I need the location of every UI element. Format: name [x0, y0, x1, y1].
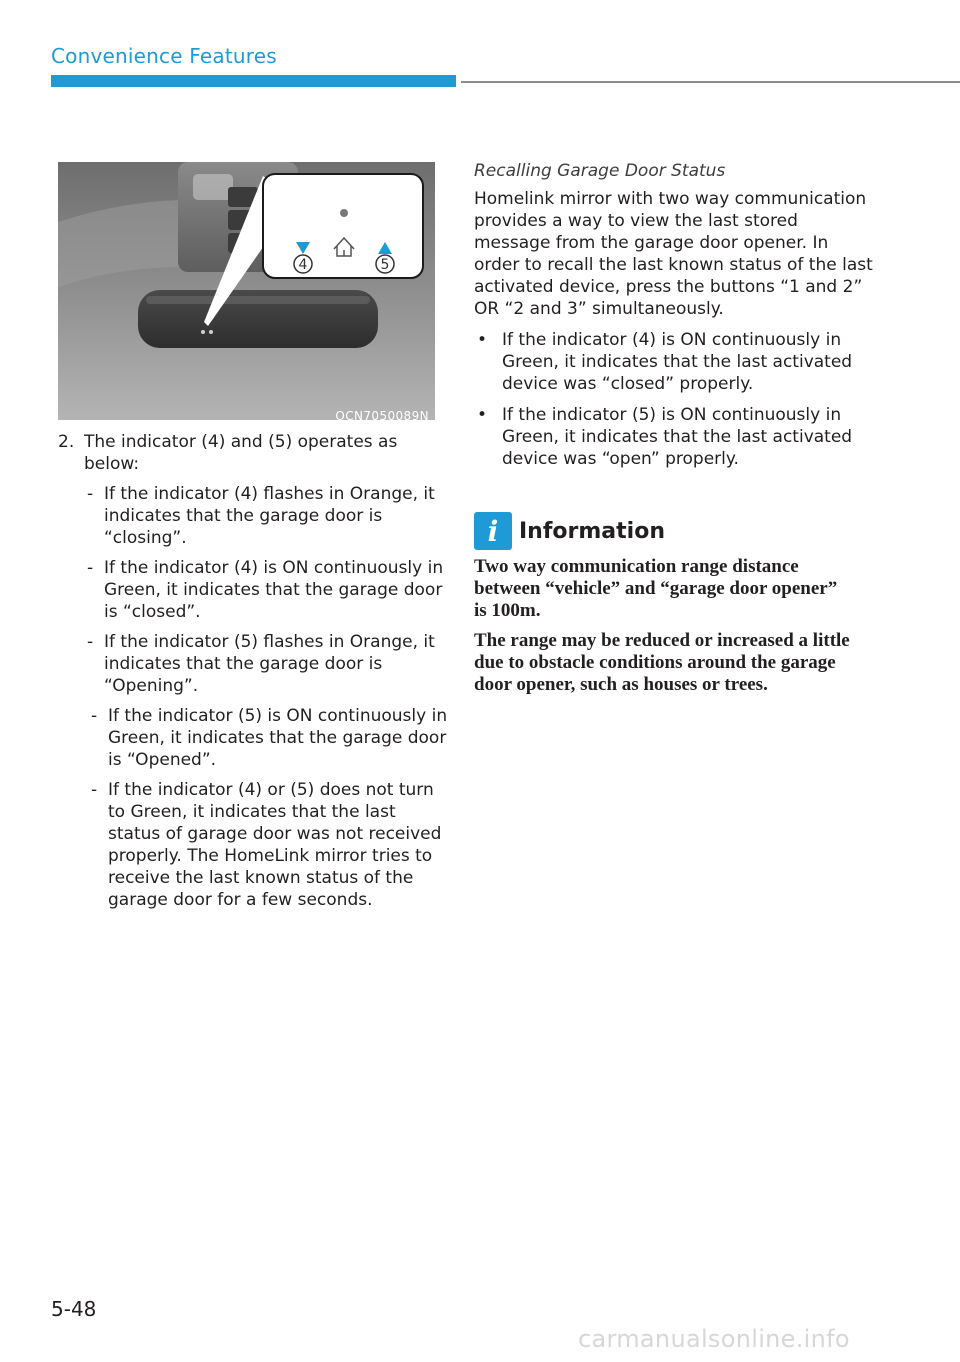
sub-item-text: If the indicator (4) is ON continuously in Green, it indicates that the garage door is “closed”. — [104, 558, 444, 622]
sub-item-dash: - — [87, 632, 94, 652]
sub-item — [58, 557, 448, 623]
sub-item-dash: - — [87, 484, 94, 504]
info-title: Information — [519, 518, 665, 544]
bullet-item — [474, 404, 874, 470]
info-icon: i — [474, 512, 512, 550]
info-header — [474, 511, 665, 551]
sub-item-text: If the indicator (4) or (5) does not turn to Green, it indicates that the last status of garage door was not received properly. The HomeLink mirror tries to receive the last known status of the garage door for a few seconds. — [108, 780, 442, 910]
section-title: Convenience Features — [51, 44, 277, 68]
bullet-mark: • — [477, 405, 488, 425]
header-rule-accent — [51, 75, 456, 87]
bullet-mark: • — [477, 330, 488, 350]
info-paragraph: The range may be reduced or increased a little due to obstacle conditions around the garage door opener, such as houses or trees. — [474, 630, 850, 695]
info-paragraph: Two way communication range distance between “vehicle” and “garage door opener” is 100m. — [474, 556, 838, 621]
sub-item — [58, 705, 448, 771]
sub-item-text: If the indicator (4) flashes in Orange, it indicates that the garage door is “closing”. — [104, 484, 435, 548]
indicator-dot-icon — [340, 209, 348, 217]
mirror-figure — [58, 162, 435, 420]
bullet-item — [474, 329, 874, 395]
right-column — [474, 160, 874, 470]
sub-item — [58, 483, 448, 549]
bullet-text: If the indicator (4) is ON continuously in Green, it indicates that the last activated device was “closed” properly. — [502, 330, 853, 394]
callout-label-4: 4 — [298, 257, 308, 273]
watermark: carmanualsonline.info — [578, 1325, 850, 1353]
info-body — [474, 556, 854, 704]
body-paragraph: Homelink mirror with two way communication provides a way to view the last stored message from the garage door opener. In order to recall the last known status of the last activated device, press the buttons “1 and 2” OR “2 and 3” simultaneously. — [474, 189, 873, 319]
item-text: The indicator (4) and (5) operates as below: — [84, 432, 398, 474]
item-number: 2. — [58, 432, 75, 452]
sub-item-text: If the indicator (5) flashes in Orange, it indicates that the garage door is “Opening”. — [104, 632, 435, 696]
numbered-item — [58, 431, 448, 475]
callout-label-5: 5 — [380, 257, 390, 273]
sub-item — [58, 779, 448, 911]
mirror-illustration — [58, 162, 435, 420]
sub-item — [58, 631, 448, 697]
sub-item-text: If the indicator (5) is ON continuously in Green, it indicates that the garage door is “Opened”. — [108, 706, 448, 770]
left-column — [58, 431, 448, 911]
sub-item-dash: - — [87, 558, 94, 578]
subsection-title: Recalling Garage Door Status — [474, 161, 726, 181]
figure-code: OCN7050089N — [335, 409, 429, 423]
sub-item-dash: - — [91, 780, 98, 800]
header-rule-thin — [461, 81, 960, 83]
sub-item-dash: - — [91, 706, 98, 726]
page-number: 5-48 — [51, 1297, 97, 1321]
bullet-text: If the indicator (5) is ON continuously in Green, it indicates that the last activated device was “open” properly. — [502, 405, 853, 469]
